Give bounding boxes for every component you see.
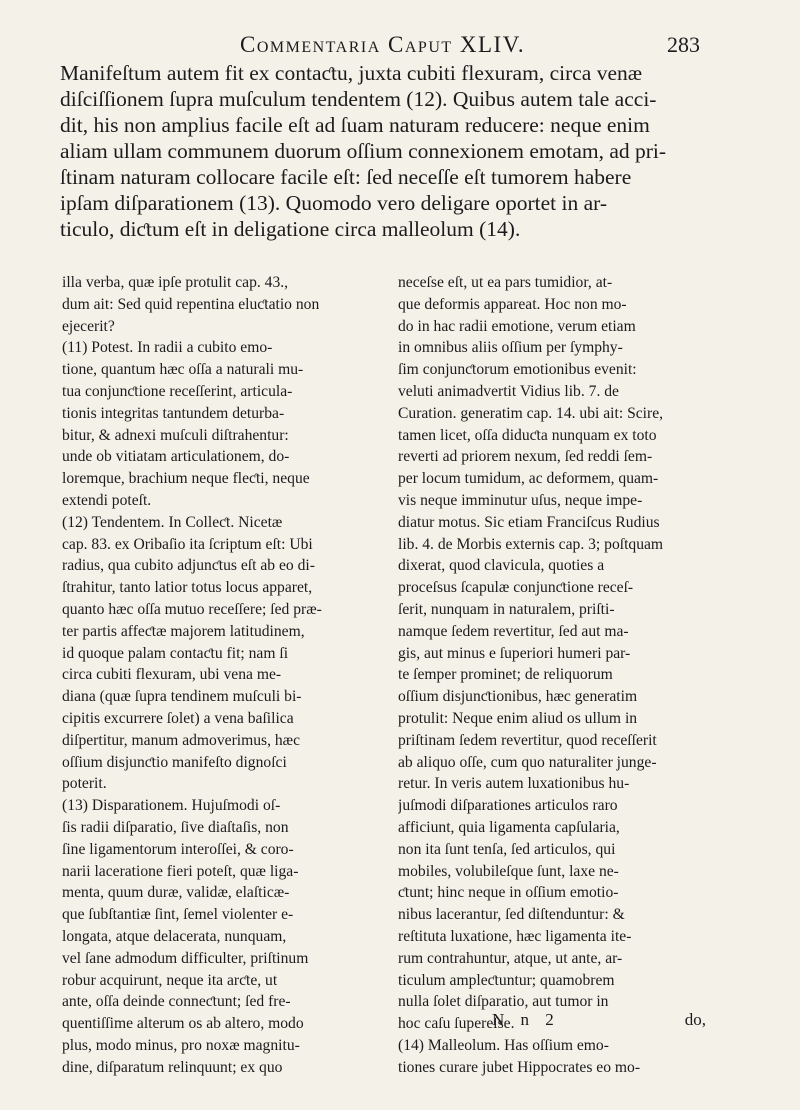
text-line: (14) Malleolum. Has oſſium emo- [398,1036,609,1054]
text-line: illa verba, quæ ipſe protulit cap. 43., [62,274,289,291]
text-line: oſſium disjunƈtionibus, hæc generatim [398,688,638,706]
text-line: reſtituta luxatione, hæc ligamenta ite- [398,927,632,945]
text-line: ipſam diſparationem (13). Quomodo vero deligare oportet in ar- [60,191,608,215]
text-line: gis, aut minus e ſuperiori humeri par- [398,644,631,662]
text-line: dine, diſparatum relinquunt; ex quo [62,1058,283,1076]
text-line: quanto hæc oſſa mutuo receſſere; ſed præ- [62,600,322,618]
text-line: retur. In veris autem luxationibus hu- [398,775,630,793]
text-line: in omnibus aliis oſſium per ſymphy- [398,339,623,357]
text-line: per locum tumidum, ac deformem, quam- [398,470,659,488]
signature-mark: N n 2 [492,1010,560,1029]
text-line: poterit. [62,775,107,793]
text-line: (12) Tendentem. In Colleƈt. Nicetæ [62,513,283,531]
text-line: nulla ſolet diſparatio, aut tumor in [398,993,609,1011]
text-line: ſerit, nunquam in naturalem, priſti- [398,600,615,618]
text-line: rum contrahuntur, atque, ut ante, ar- [398,949,623,967]
right-column [398,272,706,1078]
text-line: diana (quæ ſupra tendinem muſculi bi- [62,688,302,706]
text-line: reverti ad priorem nexum, ſed reddi ſem- [398,448,653,466]
text-line: te ſemper prominet; de reliquorum [398,666,613,684]
text-line: diatur motus. Sic etiam Franciſcus Rudius [398,513,660,531]
text-line: dixerat, quod clavicula, quoties a [398,557,605,575]
text-line: ante, oſſa deinde conneƈtunt; ſed fre- [62,993,291,1011]
text-line: menta, quum duræ, validæ, elaſticæ- [62,884,290,902]
text-line: nibus lacerantur, ſed diſtenduntur: & [398,906,625,924]
text-line: hoc caſu ſupereſse. [398,1015,515,1033]
text-line: dum ait: Sed quid repentina eluƈtatio non [62,295,320,313]
text-line: id quoque palam contaƈtu fit; nam ſi [62,644,289,662]
text-line: que ſubſtantiæ ſint, ſemel violenter e- [62,906,294,924]
text-line: ƈtunt; hinc neque in oſſium emotio- [398,884,619,902]
page-footer [62,1010,706,1036]
text-line: ſis radii diſparatio, ſive diaſtaſis, non [62,818,289,836]
text-line: namque ſedem revertitur, ſed aut ma- [398,622,629,640]
text-line: protulit: Neque enim aliud os ullum in [398,709,638,727]
text-line: extendi poteſt. [62,491,152,509]
page-number: 283 [667,32,700,57]
text-line: mobiles, volubileſque ſunt, laxe ne- [398,862,619,880]
text-line: narii laceratione fieri poteſt, quæ liga- [62,862,299,880]
text-line: bitur, & adnexi muſculi diſtrahentur: [62,426,289,444]
text-line: radius, qua cubito adjunƈtus eſt ab eo di- [62,557,315,575]
text-line: ticulo, diƈtum eſt in deligatione circa malleolum (14). [60,217,521,241]
text-line: priſtinam ſedem revertitur, quod receſſerit [398,731,657,749]
text-line: loremque, brachium neque fleƈti, neque [62,470,310,488]
text-line: neceſse eſt, ut ea pars tumidior, at- [398,274,613,291]
text-line: plus, modo minus, pro noxæ magnitu- [62,1036,300,1054]
text-line: ticulum ampleƈtuntur; quamobrem [398,971,615,989]
left-column [62,272,377,1078]
text-line: tionis integritas tantundem deturba- [62,404,285,422]
text-line: aliam ullam communem duorum oſſium connexionem emotam, ad pri- [60,139,667,163]
text-line: afficiunt, quia ligamenta capſularia, [398,818,620,836]
text-line: non ita ſunt tenſa, ſed articulos, qui [398,840,616,858]
text-line: (11) Potest. In radii a cubito emo- [62,339,273,357]
text-line: ſim conjunƈtorum emotionibus evenit: [398,361,637,379]
text-line: circa cubiti flexuram, ubi vena me- [62,666,282,684]
text-line: ſine ligamentorum interoſſei, & coro- [62,840,294,858]
text-line: vis neque imminutur uſus, neque impe- [398,491,643,509]
text-line: oſſium disjunƈtio manifeſto dignoſci [62,753,287,771]
text-line: (13) Disparationem. Hujuſmodi oſ- [62,797,281,815]
text-line: lib. 4. de Morbis externis cap. 3; poſtquam [398,535,664,553]
text-line: vel ſane admodum difficulter, priſtinum [62,949,309,967]
text-line: tione, quantum hæc oſſa a naturali mu- [62,361,304,379]
running-head-title: Commentaria Caput XLIV. [240,32,526,57]
text-line: tiones curare jubet Hippocrates eo mo- [398,1058,641,1076]
text-line: ejecerit? [62,317,115,335]
text-line: ſtinam naturam collocare facile eſt: ſed neceſſe eſt tumorem habere [60,165,632,189]
text-line: dit, his non amplius facile eſt ad ſuam naturam reducere: neque enim [60,113,650,137]
text-line: diſpertitur, manum admoverimus, hæc [62,731,301,749]
text-line: unde ob vitiatam articulationem, do- [62,448,290,466]
text-line: veluti animadvertit Vidius lib. 7. de [398,382,619,400]
text-line: que deformis appareat. Hoc non mo- [398,295,627,313]
text-line: cipitis excurrere ſolet) a vena baſilica [62,709,294,727]
text-line: tamen licet, oſſa diduƈta nunquam ex toto [398,426,657,444]
text-line: ſtrahitur, tanto latior totus locus apparet, [62,579,313,597]
text-line: ab aliquo oſſe, cum quo naturaliter junge- [398,753,657,771]
text-line: Curation. generatim cap. 14. ubi ait: Scire, [398,404,664,422]
text-line: longata, atque delacerata, nunquam, [62,927,287,945]
main-paragraph [60,60,703,242]
text-line: do in hac radii emotione, verum etiam [398,317,636,335]
text-line: proceſsus ſcapulæ conjunƈtione receſ- [398,579,634,597]
text-line: cap. 83. ex Oribaſio ita ſcriptum eſt: Ubi [62,535,313,553]
text-line: Manifeſtum autem fit ex contaƈtu, juxta cubiti flexuram, circa venæ [60,61,643,85]
text-line: tua conjunƈtione receſſerint, articula- [62,382,293,400]
text-line: juſmodi diſparationes articulos raro [398,797,618,815]
running-head [60,32,700,60]
text-line: diſciſſionem ſupra muſculum tendentem (12). Quibus autem tale acci- [60,87,657,111]
text-line: ter partis affeƈtæ majorem latitudinem, [62,622,305,640]
text-line: robur acquirunt, neque ita arƈte, ut [62,971,278,989]
text-line: quentiſſime alterum os ab altero, modo [62,1015,304,1033]
catchword: do, [684,1010,706,1029]
